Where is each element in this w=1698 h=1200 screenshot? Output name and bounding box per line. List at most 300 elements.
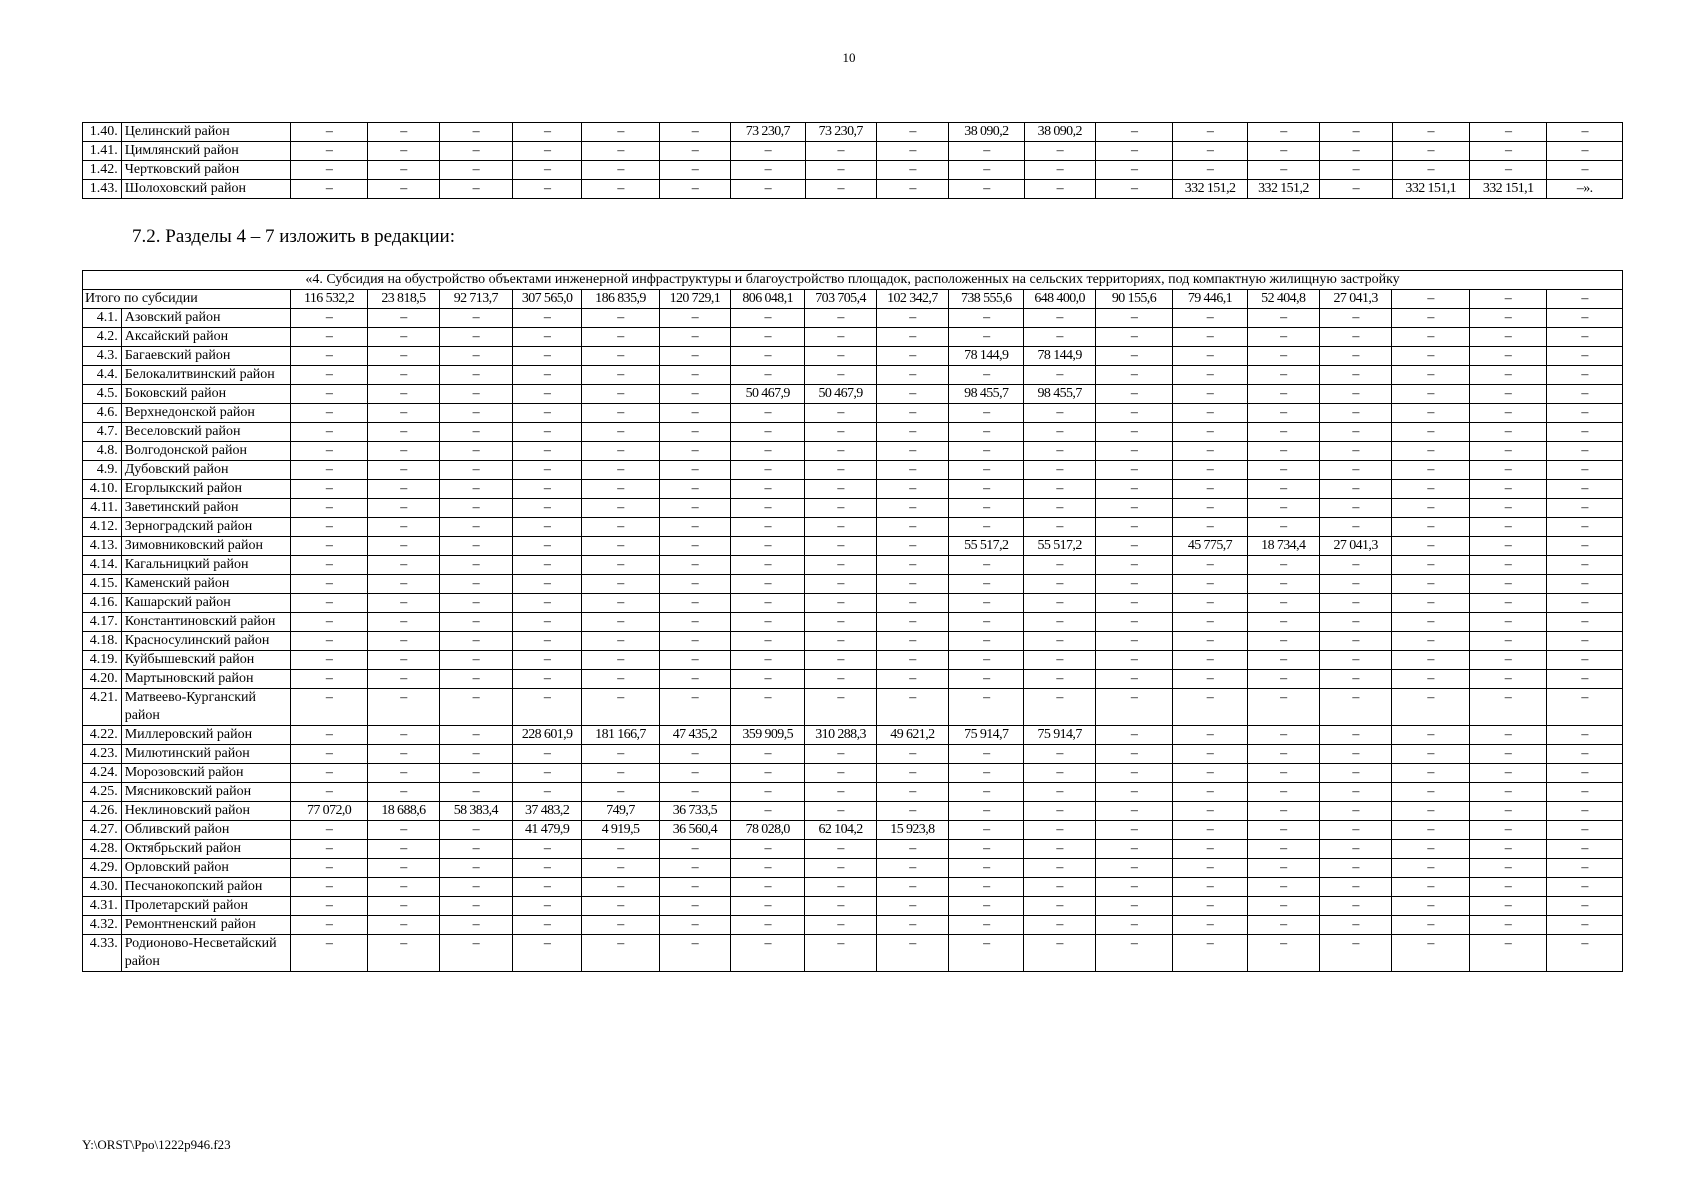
district-name: Дубовский район: [121, 461, 290, 480]
value-cell: –: [513, 161, 582, 180]
value-cell: –: [1469, 916, 1546, 935]
value-cell: –: [805, 859, 876, 878]
value-cell: –: [582, 537, 659, 556]
value-cell: –: [659, 442, 730, 461]
value-cell: –: [1247, 366, 1319, 385]
value-cell: –: [1173, 802, 1247, 821]
value-cell: –: [368, 745, 439, 764]
value-cell: –: [582, 935, 659, 972]
value-cell: –: [1095, 859, 1172, 878]
value-cell: –: [1095, 161, 1172, 180]
total-row: [83, 290, 1623, 309]
value-cell: –: [659, 180, 730, 199]
district-name: Верхнедонской район: [121, 404, 290, 423]
value-cell: –: [731, 575, 805, 594]
value-cell: –: [290, 385, 367, 404]
value-cell: –: [512, 897, 581, 916]
total-value-cell: 738 555,6: [949, 290, 1024, 309]
value-cell: –: [1024, 161, 1095, 180]
value-cell: –: [1173, 783, 1247, 802]
value-cell: –: [805, 594, 876, 613]
value-cell: –: [876, 594, 948, 613]
value-cell: –: [1392, 161, 1469, 180]
value-cell: –: [582, 689, 659, 726]
value-cell: –: [1024, 594, 1095, 613]
value-cell: –: [1173, 404, 1247, 423]
value-cell: –: [439, 878, 512, 897]
value-cell: –: [290, 935, 367, 972]
value-cell: –: [1547, 651, 1623, 670]
value-cell: –: [290, 404, 367, 423]
value-cell: –: [290, 366, 367, 385]
value-cell: 47 435,2: [659, 726, 730, 745]
district-name: Егорлыкский район: [121, 480, 290, 499]
value-cell: –: [1247, 840, 1319, 859]
value-cell: –: [582, 180, 659, 199]
value-cell: –: [949, 916, 1024, 935]
value-cell: 27 041,3: [1319, 537, 1391, 556]
district-name: Чертковский район: [121, 161, 290, 180]
value-cell: –: [1319, 480, 1391, 499]
value-cell: –: [876, 161, 948, 180]
value-cell: –: [1247, 385, 1319, 404]
table-row: [83, 309, 1623, 328]
value-cell: –: [1319, 783, 1391, 802]
value-cell: –: [949, 764, 1024, 783]
value-cell: –: [805, 161, 876, 180]
value-cell: –: [1547, 897, 1623, 916]
value-cell: –: [582, 916, 659, 935]
value-cell: 75 914,7: [949, 726, 1024, 745]
value-cell: –: [949, 575, 1024, 594]
district-name: Волгодонской район: [121, 442, 290, 461]
value-cell: –: [1469, 461, 1546, 480]
value-cell: –: [1392, 840, 1469, 859]
value-cell: –: [439, 461, 512, 480]
total-value-cell: 52 404,8: [1247, 290, 1319, 309]
value-cell: 332 151,1: [1469, 180, 1546, 199]
value-cell: –: [1319, 840, 1391, 859]
value-cell: –: [1247, 347, 1319, 366]
value-cell: –: [1547, 161, 1623, 180]
table-row: [83, 499, 1623, 518]
value-cell: 38 090,2: [1024, 123, 1095, 142]
value-cell: –: [290, 745, 367, 764]
value-cell: –: [1547, 594, 1623, 613]
total-value-cell: 79 446,1: [1173, 290, 1247, 309]
district-name: Орловский район: [121, 859, 290, 878]
value-cell: –: [290, 916, 367, 935]
value-cell: –: [731, 518, 805, 537]
value-cell: –: [1173, 161, 1247, 180]
table-row: [83, 613, 1623, 632]
value-cell: –: [290, 878, 367, 897]
value-cell: –: [439, 897, 512, 916]
footer-file-path: Y:\ORST\Ppo\1222p946.f23: [82, 1137, 231, 1152]
value-cell: –: [731, 366, 805, 385]
value-cell: –: [876, 499, 948, 518]
value-cell: –: [805, 897, 876, 916]
value-cell: –: [290, 328, 367, 347]
value-cell: –: [1547, 309, 1623, 328]
value-cell: –: [582, 404, 659, 423]
value-cell: –: [1247, 161, 1319, 180]
value-cell: –: [949, 897, 1024, 916]
value-cell: –: [731, 480, 805, 499]
value-cell: –: [659, 783, 730, 802]
value-cell: –: [1319, 347, 1391, 366]
district-name: Мартыновский район: [121, 670, 290, 689]
value-cell: –: [1247, 309, 1319, 328]
value-cell: –: [1095, 897, 1172, 916]
value-cell: –: [876, 404, 948, 423]
value-cell: –: [439, 385, 512, 404]
value-cell: –: [949, 651, 1024, 670]
value-cell: –: [1469, 556, 1546, 575]
value-cell: –: [512, 575, 581, 594]
value-cell: –: [805, 423, 876, 442]
value-cell: –: [1547, 499, 1623, 518]
value-cell: 18 688,6: [368, 802, 439, 821]
value-cell: –: [1024, 840, 1095, 859]
value-cell: –: [949, 142, 1024, 161]
row-number: 4.20.: [83, 670, 122, 689]
district-name: Куйбышевский район: [121, 651, 290, 670]
value-cell: –: [439, 726, 512, 745]
value-cell: –: [512, 328, 581, 347]
value-cell: –: [731, 594, 805, 613]
value-cell: –: [805, 499, 876, 518]
main-table: [82, 270, 1623, 972]
value-cell: –: [731, 537, 805, 556]
value-cell: –: [1319, 935, 1391, 972]
value-cell: –: [805, 461, 876, 480]
value-cell: –: [731, 556, 805, 575]
value-cell: –: [1469, 764, 1546, 783]
value-cell: –: [582, 328, 659, 347]
value-cell: –: [582, 745, 659, 764]
value-cell: –: [582, 594, 659, 613]
value-cell: –: [1320, 161, 1392, 180]
value-cell: –: [731, 142, 805, 161]
row-number: 4.9.: [83, 461, 122, 480]
value-cell: –: [1095, 442, 1172, 461]
value-cell: –: [876, 745, 948, 764]
value-cell: –: [368, 556, 439, 575]
value-cell: –: [876, 632, 948, 651]
value-cell: –: [439, 783, 512, 802]
row-number: 4.19.: [83, 651, 122, 670]
value-cell: –: [1247, 670, 1319, 689]
table-row: [83, 461, 1623, 480]
value-cell: –: [1392, 442, 1469, 461]
value-cell: –: [582, 518, 659, 537]
table-row: [83, 764, 1623, 783]
value-cell: –: [949, 613, 1024, 632]
value-cell: –: [1095, 461, 1172, 480]
value-cell: –: [290, 518, 367, 537]
value-cell: –: [659, 328, 730, 347]
row-number: 4.8.: [83, 442, 122, 461]
value-cell: –: [512, 745, 581, 764]
value-cell: –: [1547, 689, 1623, 726]
district-name: Обливский район: [121, 821, 290, 840]
value-cell: –: [1469, 745, 1546, 764]
value-cell: –: [1024, 423, 1095, 442]
value-cell: –: [1319, 423, 1391, 442]
row-number: 4.12.: [83, 518, 122, 537]
value-cell: –: [1392, 764, 1469, 783]
value-cell: –: [1469, 423, 1546, 442]
value-cell: –: [731, 328, 805, 347]
row-number: 4.6.: [83, 404, 122, 423]
value-cell: –: [1095, 745, 1172, 764]
value-cell: –: [1392, 897, 1469, 916]
value-cell: –: [659, 594, 730, 613]
row-number: 4.7.: [83, 423, 122, 442]
district-name: Каменский район: [121, 575, 290, 594]
value-cell: –: [1247, 328, 1319, 347]
table-row: [83, 651, 1623, 670]
value-cell: –: [1095, 764, 1172, 783]
value-cell: –: [1024, 309, 1095, 328]
value-cell: –: [1547, 404, 1623, 423]
total-value-cell: 102 342,7: [876, 290, 948, 309]
value-cell: –: [368, 442, 439, 461]
value-cell: –: [731, 347, 805, 366]
value-cell: –: [731, 897, 805, 916]
value-cell: –: [1173, 651, 1247, 670]
value-cell: –: [290, 764, 367, 783]
value-cell: –: [1469, 859, 1546, 878]
value-cell: –: [731, 878, 805, 897]
value-cell: –: [439, 123, 512, 142]
value-cell: –: [1173, 821, 1247, 840]
value-cell: –: [876, 897, 948, 916]
value-cell: –: [1392, 347, 1469, 366]
value-cell: –: [659, 385, 730, 404]
value-cell: –».: [1547, 180, 1623, 199]
row-number: 4.15.: [83, 575, 122, 594]
value-cell: –: [1319, 764, 1391, 783]
value-cell: –: [1392, 802, 1469, 821]
value-cell: –: [1247, 935, 1319, 972]
row-number: 4.28.: [83, 840, 122, 859]
total-value-cell: 27 041,3: [1319, 290, 1391, 309]
value-cell: –: [949, 821, 1024, 840]
table-row: [83, 537, 1623, 556]
value-cell: –: [1392, 480, 1469, 499]
value-cell: –: [659, 689, 730, 726]
district-name: Красносулинский район: [121, 632, 290, 651]
value-cell: 15 923,8: [876, 821, 948, 840]
value-cell: –: [1173, 575, 1247, 594]
value-cell: –: [439, 309, 512, 328]
value-cell: 18 734,4: [1247, 537, 1319, 556]
value-cell: –: [1095, 670, 1172, 689]
value-cell: –: [512, 859, 581, 878]
value-cell: –: [512, 689, 581, 726]
row-number: 4.31.: [83, 897, 122, 916]
district-name: Аксайский район: [121, 328, 290, 347]
table-row: [83, 726, 1623, 745]
value-cell: –: [290, 537, 367, 556]
value-cell: –: [949, 499, 1024, 518]
value-cell: –: [1024, 821, 1095, 840]
value-cell: –: [513, 142, 582, 161]
value-cell: –: [1392, 423, 1469, 442]
value-cell: –: [512, 916, 581, 935]
value-cell: –: [1024, 442, 1095, 461]
value-cell: –: [368, 385, 439, 404]
value-cell: –: [731, 783, 805, 802]
row-number: 1.41.: [83, 142, 122, 161]
value-cell: –: [1547, 328, 1623, 347]
value-cell: –: [1319, 859, 1391, 878]
value-cell: –: [512, 461, 581, 480]
value-cell: –: [439, 651, 512, 670]
value-cell: –: [290, 632, 367, 651]
value-cell: –: [1469, 499, 1546, 518]
value-cell: –: [1547, 347, 1623, 366]
row-number: 4.13.: [83, 537, 122, 556]
value-cell: 359 909,5: [731, 726, 805, 745]
table-row: [83, 594, 1623, 613]
value-cell: –: [731, 651, 805, 670]
value-cell: –: [512, 404, 581, 423]
value-cell: 332 151,1: [1392, 180, 1469, 199]
table-row: [83, 347, 1623, 366]
value-cell: –: [368, 423, 439, 442]
value-cell: –: [1320, 123, 1392, 142]
value-cell: –: [1247, 480, 1319, 499]
value-cell: –: [1247, 423, 1319, 442]
value-cell: –: [439, 404, 512, 423]
row-number: 4.5.: [83, 385, 122, 404]
value-cell: –: [1392, 859, 1469, 878]
value-cell: –: [1547, 764, 1623, 783]
value-cell: –: [731, 461, 805, 480]
value-cell: –: [1392, 385, 1469, 404]
value-cell: –: [1392, 689, 1469, 726]
value-cell: –: [439, 518, 512, 537]
value-cell: –: [805, 180, 876, 199]
value-cell: 181 166,7: [582, 726, 659, 745]
value-cell: –: [582, 556, 659, 575]
value-cell: –: [512, 309, 581, 328]
value-cell: –: [876, 480, 948, 499]
value-cell: –: [439, 161, 512, 180]
value-cell: –: [290, 499, 367, 518]
value-cell: –: [1095, 480, 1172, 499]
value-cell: –: [876, 309, 948, 328]
value-cell: 310 288,3: [805, 726, 876, 745]
value-cell: –: [290, 783, 367, 802]
value-cell: –: [1095, 142, 1172, 161]
total-value-cell: –: [1469, 290, 1546, 309]
value-cell: –: [582, 161, 659, 180]
value-cell: –: [659, 123, 730, 142]
value-cell: –: [290, 161, 367, 180]
value-cell: –: [513, 180, 582, 199]
value-cell: –: [368, 461, 439, 480]
value-cell: –: [1095, 821, 1172, 840]
value-cell: –: [949, 935, 1024, 972]
value-cell: –: [368, 764, 439, 783]
table-row: [83, 423, 1623, 442]
district-name: Шолоховский район: [121, 180, 290, 199]
value-cell: –: [1469, 518, 1546, 537]
value-cell: –: [949, 802, 1024, 821]
value-cell: –: [1547, 537, 1623, 556]
value-cell: –: [1547, 726, 1623, 745]
value-cell: –: [949, 670, 1024, 689]
value-cell: –: [582, 347, 659, 366]
value-cell: –: [876, 859, 948, 878]
value-cell: –: [439, 366, 512, 385]
value-cell: –: [439, 764, 512, 783]
total-value-cell: 307 565,0: [512, 290, 581, 309]
value-cell: –: [1095, 575, 1172, 594]
row-number: 4.14.: [83, 556, 122, 575]
value-cell: –: [439, 935, 512, 972]
value-cell: –: [290, 840, 367, 859]
value-cell: –: [512, 423, 581, 442]
value-cell: –: [1024, 651, 1095, 670]
value-cell: –: [876, 651, 948, 670]
value-cell: 45 775,7: [1173, 537, 1247, 556]
value-cell: –: [876, 613, 948, 632]
value-cell: –: [1024, 783, 1095, 802]
total-value-cell: 92 713,7: [439, 290, 512, 309]
value-cell: –: [876, 142, 948, 161]
district-name: Песчанокопский район: [121, 878, 290, 897]
value-cell: –: [1392, 878, 1469, 897]
value-cell: –: [659, 461, 730, 480]
table-row: [83, 916, 1623, 935]
district-name: Веселовский район: [121, 423, 290, 442]
value-cell: –: [1469, 783, 1546, 802]
value-cell: –: [1173, 328, 1247, 347]
value-cell: 50 467,9: [805, 385, 876, 404]
value-cell: –: [1095, 328, 1172, 347]
value-cell: –: [582, 632, 659, 651]
value-cell: –: [1173, 632, 1247, 651]
row-number: 4.24.: [83, 764, 122, 783]
value-cell: –: [876, 935, 948, 972]
district-name: Морозовский район: [121, 764, 290, 783]
value-cell: –: [368, 537, 439, 556]
value-cell: –: [512, 499, 581, 518]
value-cell: –: [805, 878, 876, 897]
value-cell: –: [731, 309, 805, 328]
value-cell: –: [805, 764, 876, 783]
district-name: Зимовниковский район: [121, 537, 290, 556]
value-cell: –: [1469, 142, 1546, 161]
value-cell: –: [1469, 442, 1546, 461]
value-cell: –: [1024, 461, 1095, 480]
value-cell: –: [805, 802, 876, 821]
value-cell: –: [659, 764, 730, 783]
value-cell: –: [1173, 366, 1247, 385]
value-cell: –: [512, 594, 581, 613]
value-cell: –: [1392, 821, 1469, 840]
value-cell: –: [731, 613, 805, 632]
value-cell: –: [582, 840, 659, 859]
value-cell: –: [1095, 123, 1172, 142]
value-cell: –: [582, 423, 659, 442]
value-cell: –: [731, 423, 805, 442]
